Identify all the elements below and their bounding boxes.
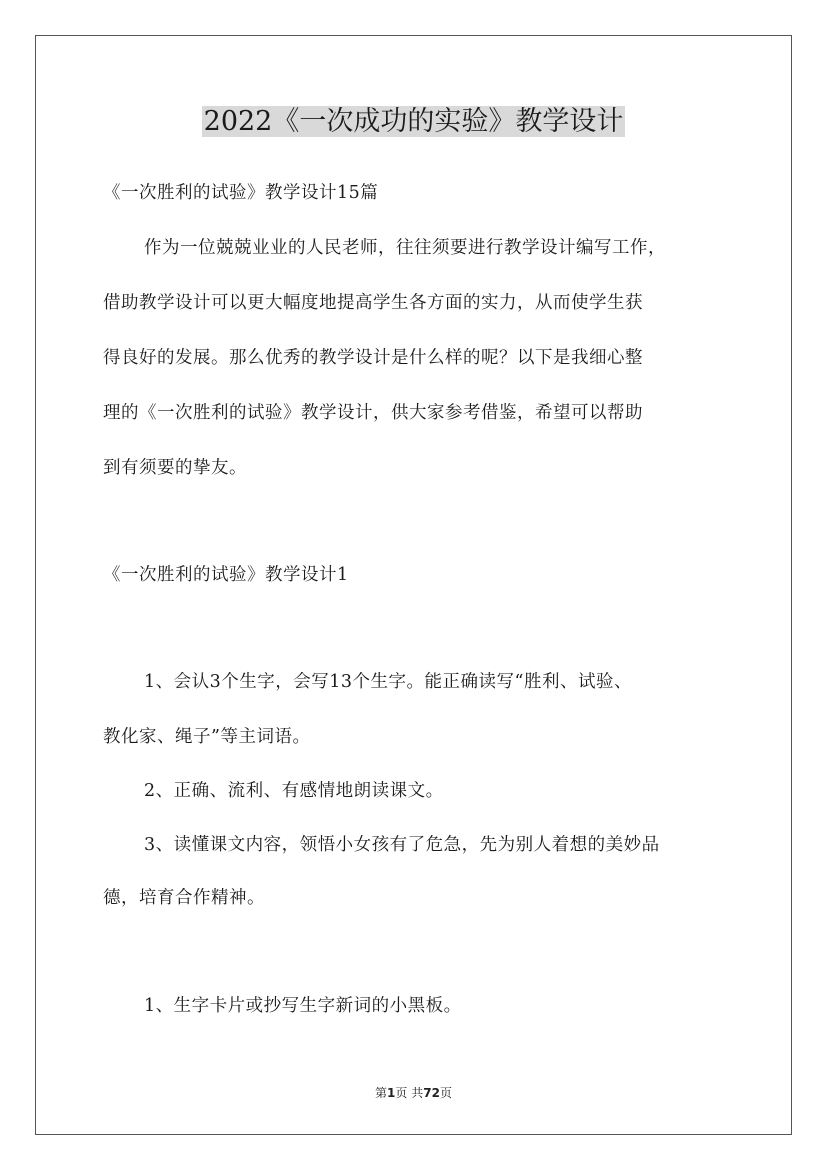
intro-line-1: 作为一位兢兢业业的人民老师，往往须要进行教学设计编写工作，: [144, 238, 666, 258]
document-subtitle: 《一次胜利的试验》教学设计15篇: [103, 183, 379, 203]
goal-line-3: 2、正确、流利、有感情地朗读课文。: [144, 781, 444, 801]
document-title-text: 2022《一次成功的实验》教学设计: [203, 106, 624, 137]
document-title: [0, 102, 827, 142]
intro-line-5: 到有须要的挚友。: [103, 458, 247, 478]
prep-line-1: 1、生字卡片或抄写生字新词的小黑板。: [144, 996, 462, 1016]
intro-line-4: 理的《一次胜利的试验》教学设计，供大家参考借鉴，希望可以帮助: [103, 403, 643, 423]
footer-page-current: 1: [387, 1086, 396, 1100]
goal-line-4: 3、读懂课文内容，领悟小女孩有了危急，先为别人着想的美妙品: [144, 835, 660, 855]
footer-suffix: 页: [439, 1086, 452, 1100]
intro-line-2: 借助教学设计可以更大幅度地提高学生各方面的实力，从而使学生获: [103, 293, 643, 313]
footer-prefix: 第: [375, 1086, 388, 1100]
footer-page-total: 72: [423, 1086, 440, 1100]
section-heading: 《一次胜利的试验》教学设计1: [103, 565, 349, 585]
goal-line-5: 德，培育合作精神。: [103, 888, 265, 908]
intro-line-3: 得良好的发展。那么优秀的教学设计是什么样的呢？以下是我细心整: [103, 348, 643, 368]
footer-middle: 页 共: [395, 1086, 424, 1100]
page-number-footer: [0, 1085, 827, 1101]
goal-line-2: 教化家、绳子”等主词语。: [103, 727, 311, 747]
goal-line-1: 1、会认3个生字，会写13个生字。能正确读写“胜利、试验、: [144, 672, 632, 692]
